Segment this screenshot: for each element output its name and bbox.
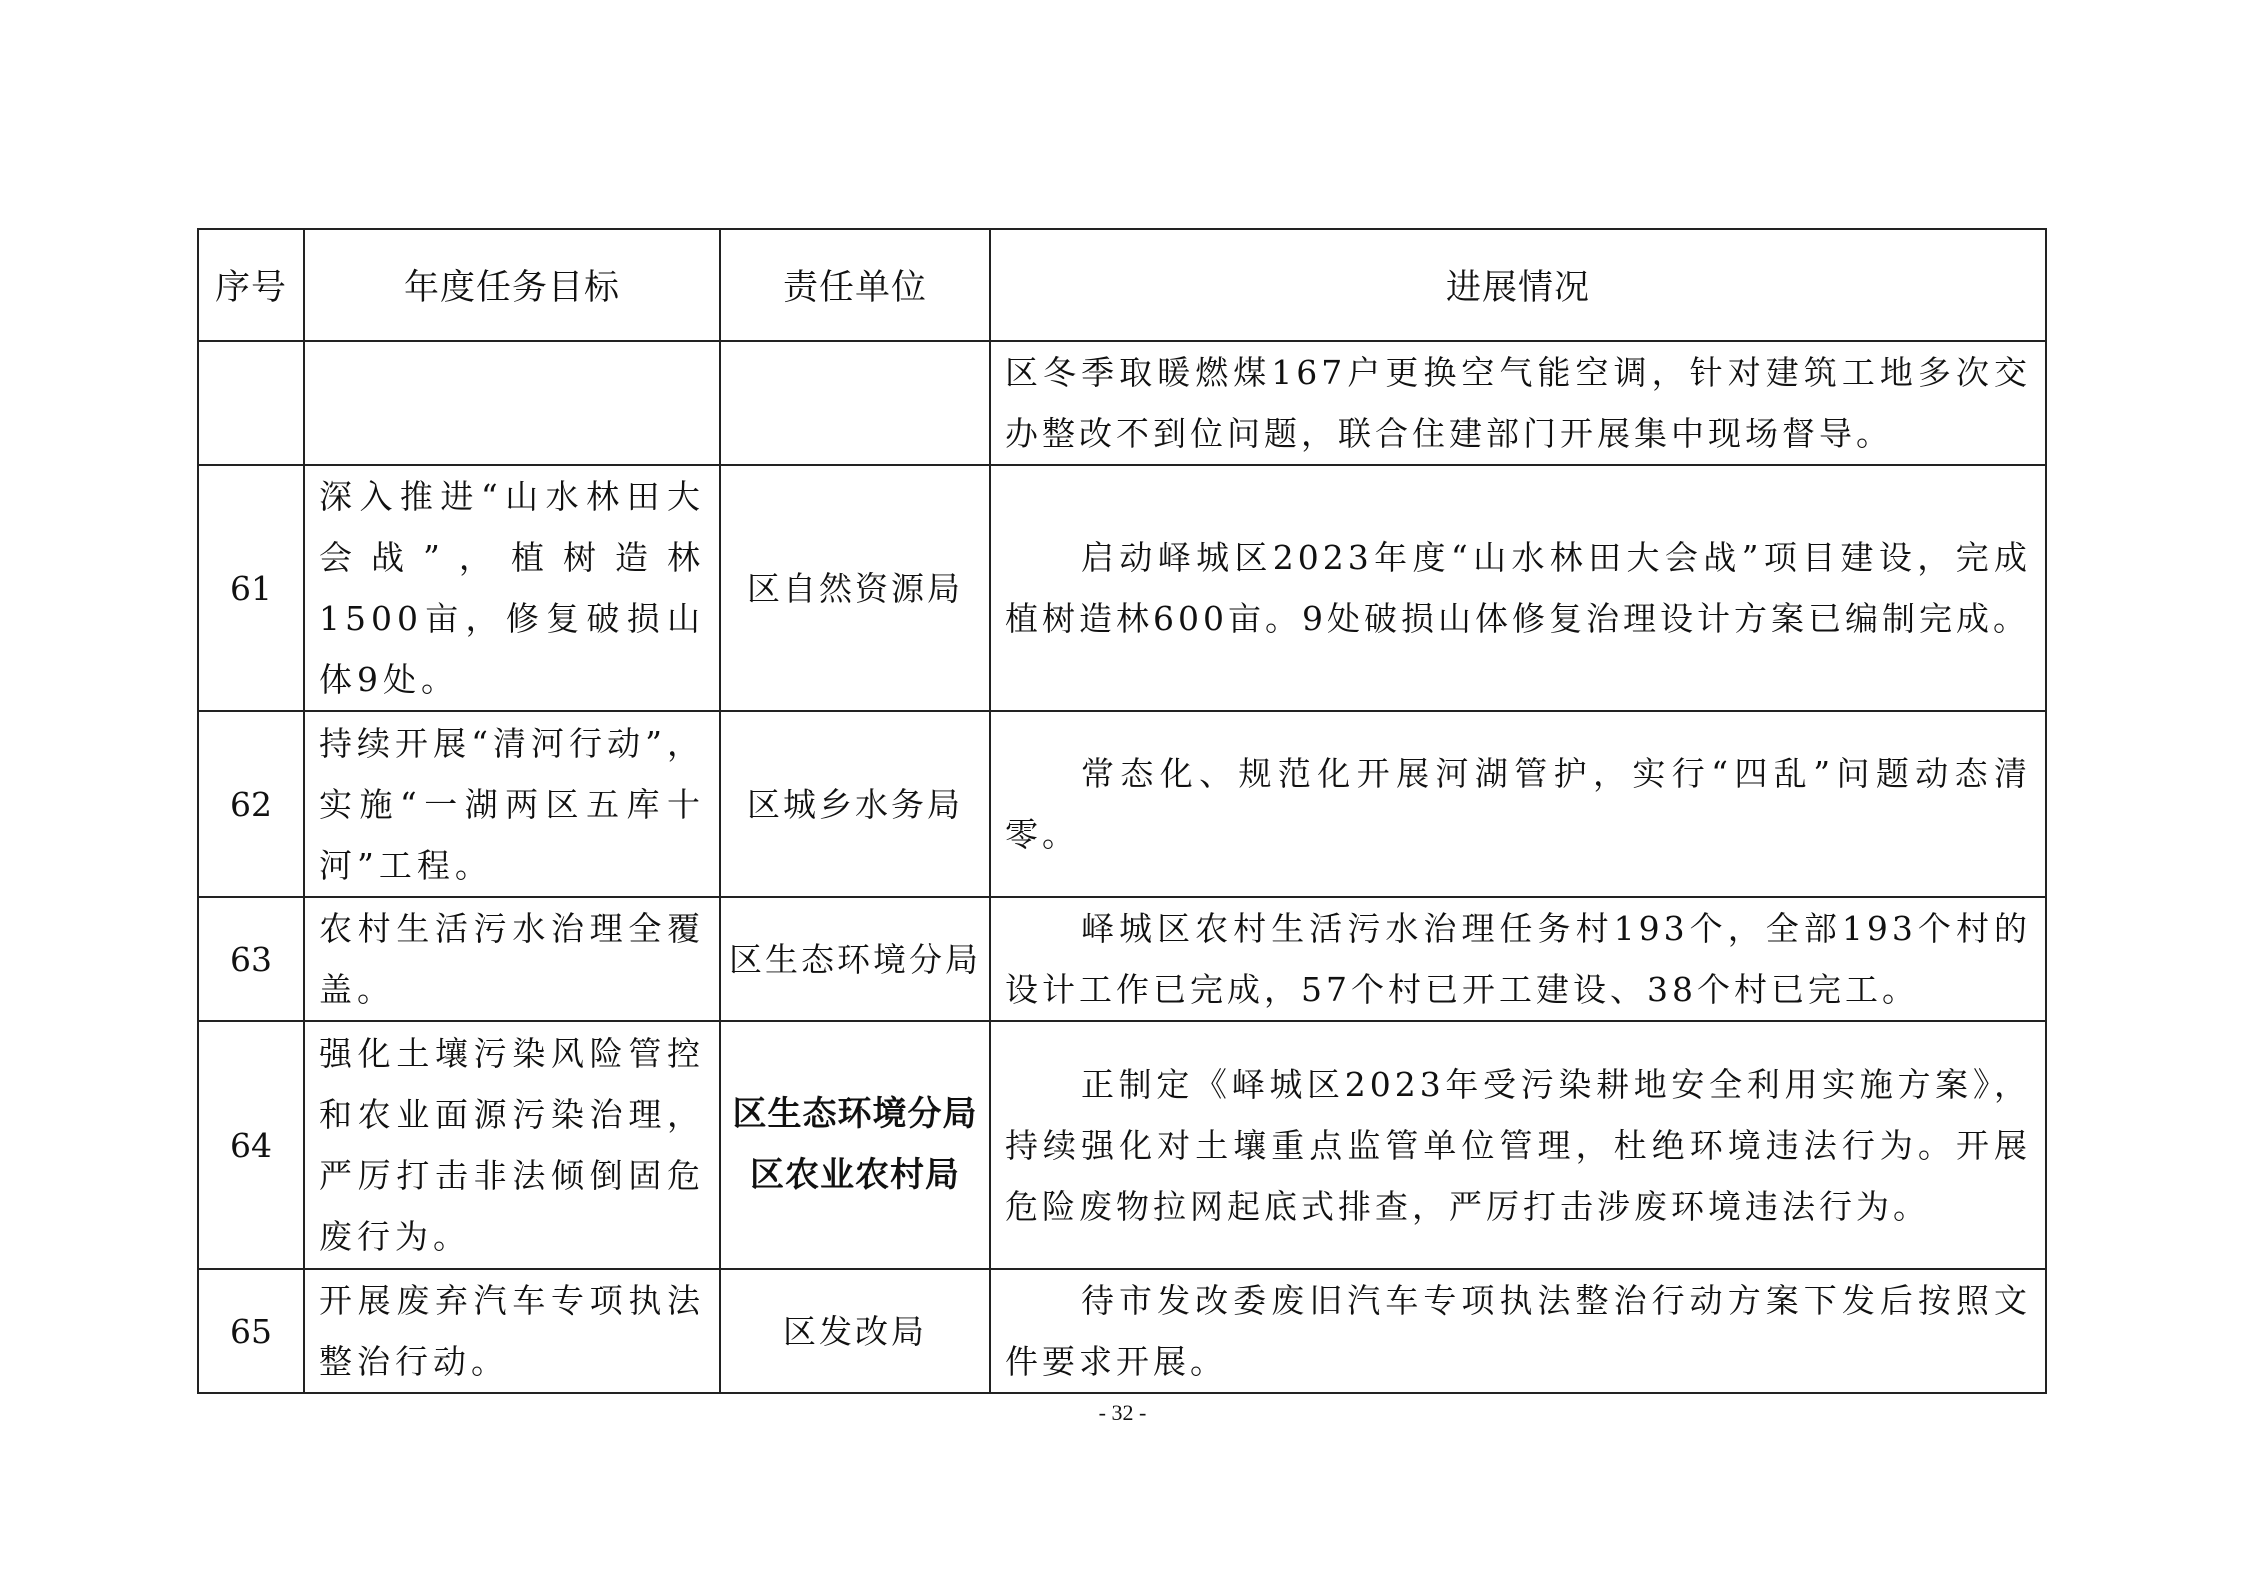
row-num: 65 — [198, 1269, 304, 1393]
row-progress: 正制定《峄城区2023年受污染耕地安全利用实施方案》，持续强化对土壤重点监管单位管理，杜绝环境违法行为。开展危险废物拉网起底式排查，严厉打击涉废环境违法行为。 — [990, 1021, 2046, 1269]
table-row — [198, 341, 2046, 465]
row-progress: 启动峄城区2023年度“山水林田大会战”项目建设，完成植树造林600亩。9处破损山体修复治理设计方案已编制完成。 — [990, 465, 2046, 711]
row-unit-line2: 区农业农村局 — [750, 1155, 960, 1195]
row-unit: 区城乡水务局 — [720, 711, 990, 897]
page-number: - 32 - — [1098, 1400, 1147, 1425]
table-row — [198, 1269, 2046, 1393]
row-unit: 区生态环境分局 — [720, 897, 990, 1021]
header-task: 年度任务目标 — [304, 229, 720, 341]
table-row — [198, 897, 2046, 1021]
header-unit: 责任单位 — [720, 229, 990, 341]
table-header-row — [198, 229, 2046, 341]
row-progress: 峄城区农村生活污水治理任务村193个，全部193个村的设计工作已完成，57个村已开工建设、38个村已完工。 — [990, 897, 2046, 1021]
row-progress: 常态化、规范化开展河湖管护，实行“四乱”问题动态清零。 — [990, 711, 2046, 897]
row-num: 63 — [198, 897, 304, 1021]
table-row — [198, 465, 2046, 711]
row-unit-line1: 区生态环境分局 — [732, 1094, 978, 1134]
row-task — [304, 341, 720, 465]
row-num: 61 — [198, 465, 304, 711]
row-progress: 区冬季取暖燃煤167户更换空气能空调，针对建筑工地多次交办整改不到位问题，联合住建部门开展集中现场督导。 — [990, 341, 2046, 465]
row-task: 开展废弃汽车专项执法整治行动。 — [304, 1269, 720, 1393]
row-task: 深入推进“山水林田大会战”，植树造林1500亩，修复破损山体9处。 — [304, 465, 720, 711]
table-row — [198, 711, 2046, 897]
row-task: 强化土壤污染风险管控和农业面源污染治理，严厉打击非法倾倒固危废行为。 — [304, 1021, 720, 1269]
row-num: 62 — [198, 711, 304, 897]
row-unit: 区发改局 — [720, 1269, 990, 1393]
header-progress: 进展情况 — [990, 229, 2046, 341]
row-num — [198, 341, 304, 465]
row-task: 农村生活污水治理全覆盖。 — [304, 897, 720, 1021]
header-num: 序号 — [198, 229, 304, 341]
row-unit: 区自然资源局 — [720, 465, 990, 711]
table-row — [198, 1021, 2046, 1269]
progress-table — [197, 228, 2047, 1394]
row-unit — [720, 1021, 990, 1269]
row-task: 持续开展“清河行动”，实施“一湖两区五库十河”工程。 — [304, 711, 720, 897]
row-num: 64 — [198, 1021, 304, 1269]
row-unit — [720, 341, 990, 465]
row-progress: 待市发改委废旧汽车专项执法整治行动方案下发后按照文件要求开展。 — [990, 1269, 2046, 1393]
